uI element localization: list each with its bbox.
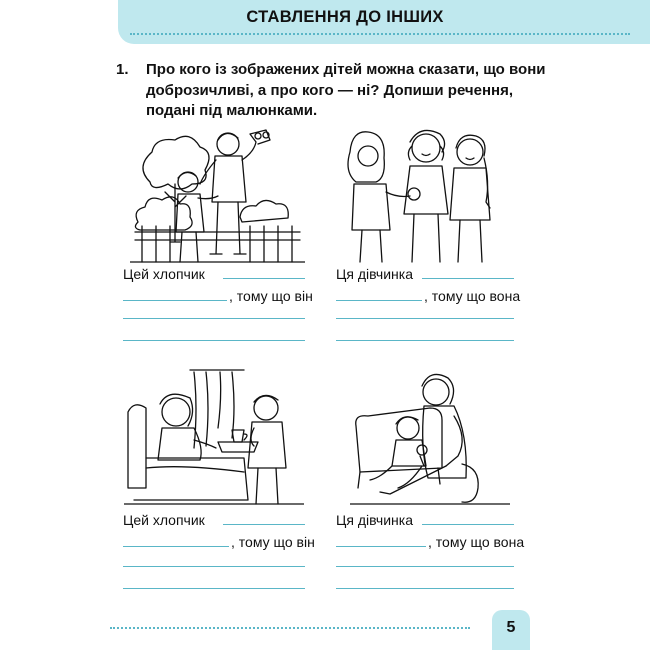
panel-2-answer-line-4[interactable] <box>336 340 514 341</box>
panel-1-subject: Цей хлопчик <box>123 266 205 282</box>
task-text: Про кого із зображених дітей можна сказати, що вони доброзичливі, а про кого — ні? Допиши речення, подані під малюнками. <box>146 61 546 119</box>
panel-2-subject: Ця дівчинка <box>336 266 413 282</box>
panel-4-answer-line-3[interactable] <box>336 566 514 567</box>
panel-3-answer-line-2[interactable] <box>123 546 229 547</box>
panel-2-answer-line-3[interactable] <box>336 318 514 319</box>
panel-4-subject: Ця дівчинка <box>336 512 413 528</box>
panel-4-answer-line-1[interactable] <box>422 524 514 525</box>
panel-1-answer-line-1[interactable] <box>223 278 305 279</box>
illustration-three-girls <box>340 122 510 264</box>
panel-2-answer-line-2[interactable] <box>336 300 422 301</box>
panel-1-answer-line-4[interactable] <box>123 340 305 341</box>
page-title: СТАВЛЕННЯ ДО ІНШИХ <box>246 8 444 26</box>
panel-4-because: , тому що вона <box>428 534 525 550</box>
panel-3-because: , тому що він <box>231 534 315 550</box>
page-number: 5 <box>506 619 516 636</box>
panel-3-answer-line-3[interactable] <box>123 566 305 567</box>
panel-3-answer-line-1[interactable] <box>223 524 305 525</box>
illustration-girl-doll <box>350 368 510 508</box>
panel-1-answer-line-3[interactable] <box>123 318 305 319</box>
panel-4-answer-line-2[interactable] <box>336 546 426 547</box>
panel-1-because: , тому що він <box>229 288 313 304</box>
illustration-boys-toy <box>130 122 305 264</box>
panel-4-answer-line-4[interactable] <box>336 588 514 589</box>
panel-2-answer-line-1[interactable] <box>422 278 514 279</box>
header-dotted-divider <box>130 33 630 35</box>
footer-dotted-divider <box>110 627 470 629</box>
panel-3-subject: Цей хлопчик <box>123 512 205 528</box>
panel-1-answer-line-2[interactable] <box>123 300 227 301</box>
panel-3-answer-line-4[interactable] <box>123 588 305 589</box>
illustration-boy-tea <box>124 368 304 508</box>
task-number: 1. <box>116 61 129 78</box>
panel-2-because: , тому що вона <box>424 288 521 304</box>
